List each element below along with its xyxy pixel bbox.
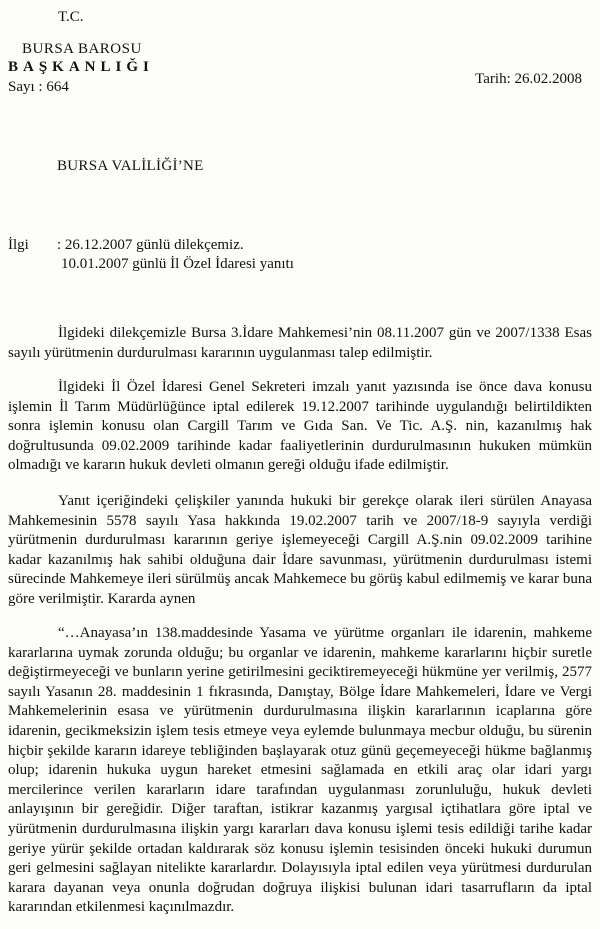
paragraph-1: İlgideki dilekçemizle Bursa 3.İdare Mahkemesi’nin 08.11.2007 gün ve 2007/1338 Esas sayılı yürütmenin durdurulması kararının uygulanması talep edilmiştir.: [8, 325, 592, 361]
document-number: Sayı : 664: [8, 79, 69, 95]
reference-line-1: [8, 236, 294, 255]
header-tc: T.C.: [58, 9, 84, 25]
reference-block: [8, 236, 294, 274]
document-date: Tarih: 26.02.2008: [475, 71, 582, 87]
header-presidency: BAŞKANLIĞI: [8, 59, 154, 75]
reference-item-2: 10.01.2007 günlü İl Özel İdaresi yanıtı: [61, 256, 294, 272]
reference-item-1: : 26.12.2007 günlü dilekçemiz.: [57, 237, 244, 253]
court-decision-quote: “…Anayasa’ın 138.maddesinde Yasama ve yürütme organları ile idarenin, mahkeme kararlarına uymak zorunda olduğu; bu organlar ve idarenin, mahkeme kararlarını hiçbir suretle değiştirmeyeceği ve bunların yerine getirilmesini geciktiremeyeceği hükmüne yer verilmiş, 2577 sayılı Yasanın 28. maddesinin 1 fıkrasında, Danıştay, Bölge İdare Mahkemeleri, İdare ve Vergi Mahkemelerinin esasa ve yürütmenin durdurulmasına ilişkin kararlarının icaplarına göre idarenin, gecikmeksizin işlem tesis etmeye veya eylemde bulunmaya mecbur olduğu, bu sürenin hiçbir şekilde kararın idareye tebliğinden başlayarak otuz günü geçemeyeceği hükme bağlanmış olup; idarenin hukuka uygun hareket etmesini sağlamada en etkili araç olar idari yargı mercilerince verilen kararların idare tarafından uygulanması zorunluluğu, hukuk devleti anlayışının bir gereğidir. Diğer taraftan, istikrar kazanmış yargısal içtihatlara göre iptal ve yürütmenin durdurulmasına ilişkin yargı kararları dava konusu işlemi tesis edildiği tarihe kadar geriye yürür şekilde ortadan kaldırarak söz konusu işlemin tesisinden önceki hukuki durumun geri gelmesini sağlayan nitelikte kararlardır. Dolayısıyla iptal edilen veya yürütmesi durdurulan karara dayanan veya onunla doğrudan doğruya ilişkisi bulunan idari tasarrufların da iptal kararından etkilenmesi kaçınılmazdır.: [8, 625, 592, 916]
reference-label: İlgi: [8, 237, 29, 253]
recipient-heading: BURSA VALİLİĞİ’NE: [57, 158, 204, 174]
header-bar-association: BURSA BAROSU: [22, 41, 142, 57]
paragraph-3: Yanıt içeriğindeki çelişkiler yanında hukuki bir gerekçe olarak ileri sürülen Anayasa Mahkemesinin 5578 sayılı Yasa hakkında 19.02.2007 tarih ve 2007/18-9 sayıyla verdiği yürütmenin durdurulması kararının geriye işlemeyeceği Cargill A.Ş.nin 09.02.2009 tarihine kadar kazanılmış hak sahibi olduğuna dair İdare savunması, yürütmenin durdurulması istemi sürecinde Mahkemeye ileri sürülmüş ancak Mahkemece bu görüş kabul edilmemiş ve karar buna göre verilmiştir. Kararda aynen: [8, 493, 592, 607]
paragraph-2: İlgideki İl Özel İdaresi Genel Sekreteri imzalı yanıt yazısında ise önce dava konusu işlemin İl Tarım Müdürlüğünce iptal edilerek 19.12.2007 tarihinde uygulandığı belirtildikten sonra işlemin konusu olan Cargill Tarım ve Gıda San. Ve Tic. A.Ş. nin, kazanılmış hak doğrultusunda 09.02.2009 tarihinde kadar faaliyetlerinin durdurulmasının hukuken mümkün olmadığı ve kararın hukuk devleti olmanın gereği olduğu ifade edilmiştir.: [8, 379, 592, 473]
